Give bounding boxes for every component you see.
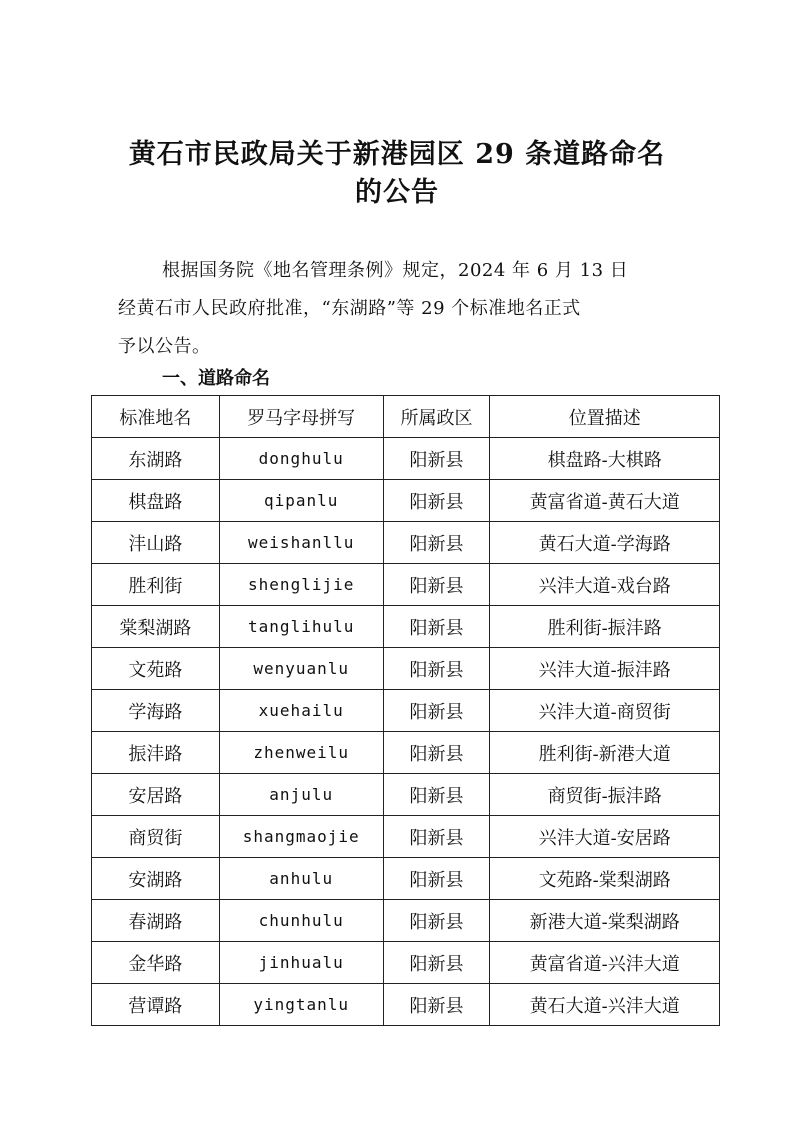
cell-district: 阳新县 — [383, 774, 490, 816]
cell-standard-name: 文苑路 — [92, 648, 220, 690]
table-row — [92, 564, 720, 606]
cell-romanization: wenyuanlu — [219, 648, 383, 690]
cell-standard-name: 棋盘路 — [92, 480, 220, 522]
cell-standard-name: 春湖路 — [92, 900, 220, 942]
cell-romanization: shangmaojie — [219, 816, 383, 858]
table-row — [92, 690, 720, 732]
cell-district: 阳新县 — [383, 606, 490, 648]
cell-district: 阳新县 — [383, 648, 490, 690]
cell-location: 兴沣大道-安居路 — [490, 816, 720, 858]
table-row — [92, 732, 720, 774]
cell-standard-name: 棠梨湖路 — [92, 606, 220, 648]
cell-romanization: zhenweilu — [219, 732, 383, 774]
cell-standard-name: 营谭路 — [92, 984, 220, 1026]
cell-standard-name: 安湖路 — [92, 858, 220, 900]
cell-standard-name: 学海路 — [92, 690, 220, 732]
cell-district: 阳新县 — [383, 900, 490, 942]
table-row — [92, 480, 720, 522]
cell-romanization: chunhulu — [219, 900, 383, 942]
intro-line-1: 根据国务院《地名管理条例》规定，2024 年 6 月 13 日 — [162, 260, 629, 281]
cell-standard-name: 安居路 — [92, 774, 220, 816]
cell-district: 阳新县 — [383, 732, 490, 774]
cell-location: 兴沣大道-商贸街 — [490, 690, 720, 732]
cell-romanization: shenglijie — [219, 564, 383, 606]
cell-location: 文苑路-棠梨湖路 — [490, 858, 720, 900]
cell-location: 棋盘路-大棋路 — [490, 438, 720, 480]
table-header-row — [92, 396, 720, 438]
cell-standard-name: 胜利街 — [92, 564, 220, 606]
cell-location: 兴沣大道-戏台路 — [490, 564, 720, 606]
cell-location: 黄石大道-兴沣大道 — [490, 984, 720, 1026]
intro-line-3: 予以公告。 — [118, 336, 211, 357]
cell-romanization: qipanlu — [219, 480, 383, 522]
cell-romanization: weishanllu — [219, 522, 383, 564]
header-district: 所属政区 — [383, 396, 490, 438]
cell-romanization: xuehailu — [219, 690, 383, 732]
table-row — [92, 774, 720, 816]
cell-romanization: anhulu — [219, 858, 383, 900]
table-body — [92, 438, 720, 1026]
cell-standard-name: 商贸街 — [92, 816, 220, 858]
cell-standard-name: 东湖路 — [92, 438, 220, 480]
cell-location: 新港大道-棠梨湖路 — [490, 900, 720, 942]
cell-romanization: anjulu — [219, 774, 383, 816]
cell-district: 阳新县 — [383, 564, 490, 606]
header-location: 位置描述 — [490, 396, 720, 438]
cell-romanization: donghulu — [219, 438, 383, 480]
cell-district: 阳新县 — [383, 690, 490, 732]
title-line-1: 黄石市民政局关于新港园区 29 条道路命名 — [128, 139, 666, 170]
cell-district: 阳新县 — [383, 438, 490, 480]
table-row — [92, 984, 720, 1026]
cell-location: 胜利街-振沣路 — [490, 606, 720, 648]
cell-standard-name: 沣山路 — [92, 522, 220, 564]
cell-standard-name: 金华路 — [92, 942, 220, 984]
cell-district: 阳新县 — [383, 942, 490, 984]
header-standard-name: 标准地名 — [92, 396, 220, 438]
section-heading: 一、道路命名 — [162, 368, 270, 389]
cell-standard-name: 振沣路 — [92, 732, 220, 774]
table-row — [92, 816, 720, 858]
cell-location: 胜利街-新港大道 — [490, 732, 720, 774]
cell-romanization: tanglihulu — [219, 606, 383, 648]
cell-location: 黄石大道-学海路 — [490, 522, 720, 564]
header-romanization: 罗马字母拼写 — [219, 396, 383, 438]
road-naming-table — [91, 395, 720, 1026]
cell-romanization: jinhualu — [219, 942, 383, 984]
cell-location: 兴沣大道-振沣路 — [490, 648, 720, 690]
table-row — [92, 858, 720, 900]
intro-line-2: 经黄石市人民政府批准，“东湖路”等 29 个标准地名正式 — [118, 298, 581, 319]
table-row — [92, 522, 720, 564]
cell-district: 阳新县 — [383, 480, 490, 522]
table-row — [92, 900, 720, 942]
cell-district: 阳新县 — [383, 858, 490, 900]
table-row — [92, 648, 720, 690]
cell-romanization: yingtanlu — [219, 984, 383, 1026]
table-row — [92, 606, 720, 648]
table-row — [92, 438, 720, 480]
title-line-2: 的公告 — [355, 177, 439, 208]
cell-location: 黄富省道-兴沣大道 — [490, 942, 720, 984]
cell-district: 阳新县 — [383, 522, 490, 564]
cell-location: 黄富省道-黄石大道 — [490, 480, 720, 522]
cell-district: 阳新县 — [383, 816, 490, 858]
cell-location: 商贸街-振沣路 — [490, 774, 720, 816]
intro-paragraph — [118, 252, 678, 366]
document-title — [60, 136, 734, 212]
table-row — [92, 942, 720, 984]
cell-district: 阳新县 — [383, 984, 490, 1026]
